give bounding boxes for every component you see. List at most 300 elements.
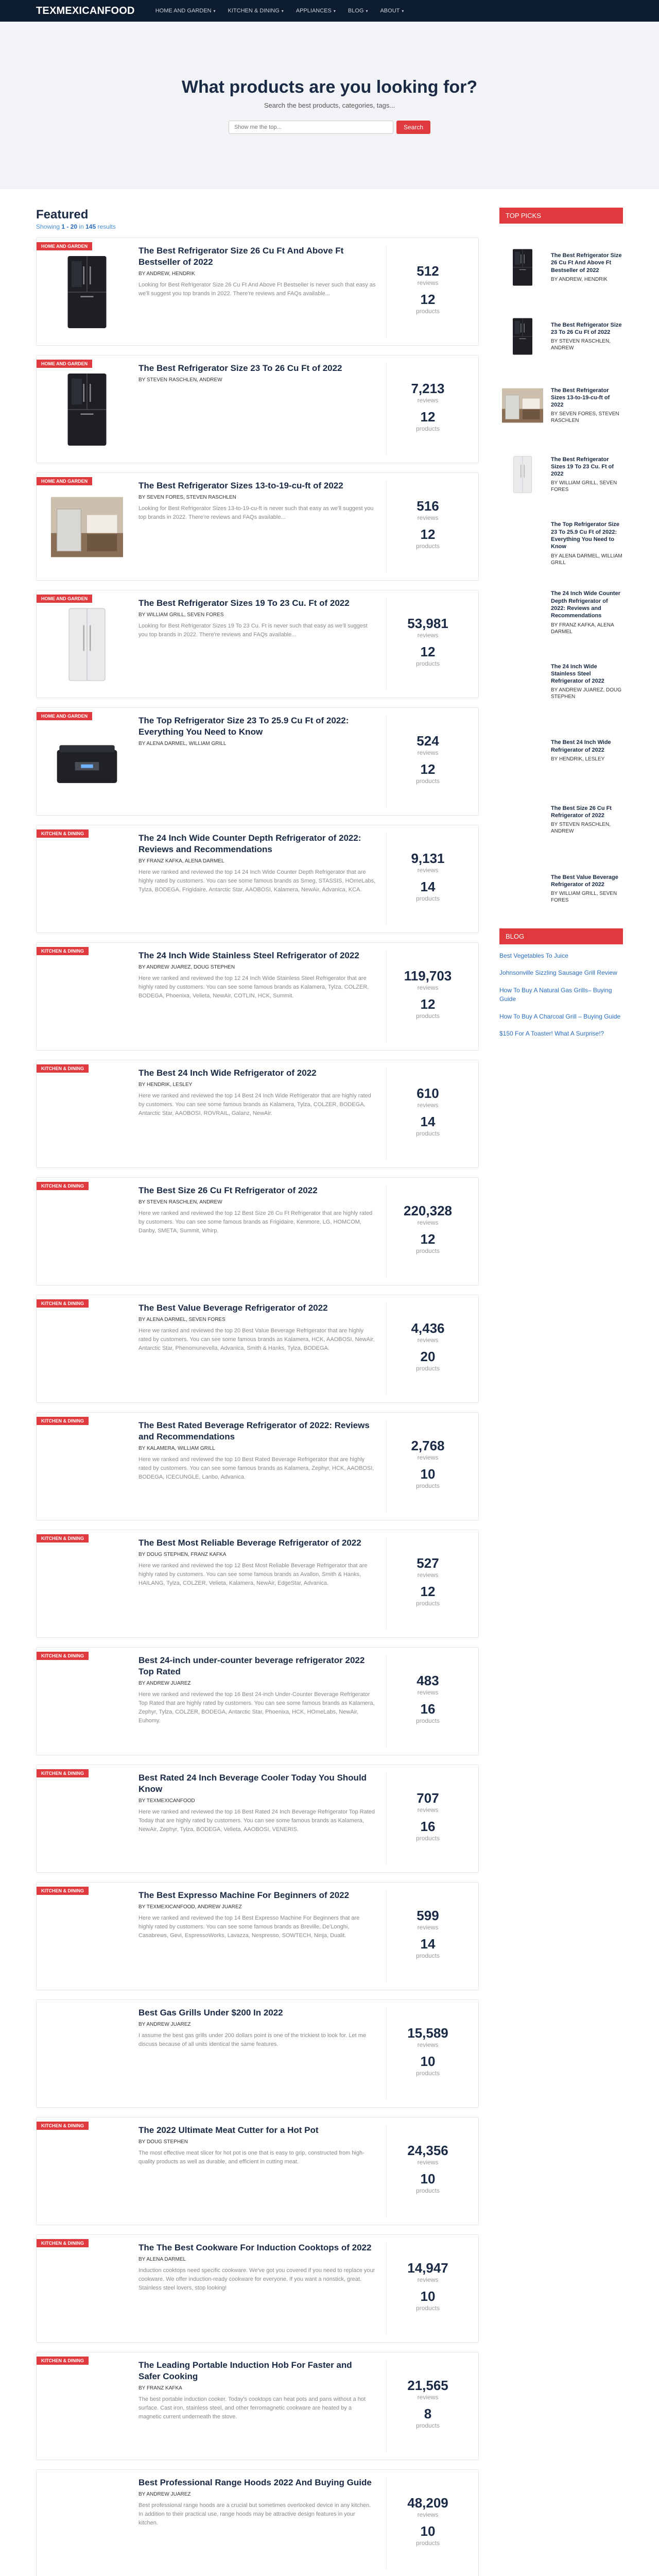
products-label: products <box>415 1247 440 1255</box>
card-description: Here we ranked and reviewed the top 16 Best Rated 24 Inch Beverage Refrigerator Top Rated Today that are highly rated by customers. You can see some famous brands as Kalamera, NewAir, Zephyr, Tylza, BODEGA, Velieta, AAOBOSI, VENERIS. <box>138 1809 375 1833</box>
product-count: 14 <box>420 1936 436 1952</box>
pick-title[interactable]: The Best Refrigerator Sizes 13-to-19-cu-ft of 2022 <box>551 387 610 409</box>
nav-label: HOME AND GARDEN <box>155 8 212 14</box>
featured-list <box>36 238 479 2576</box>
product-count: 12 <box>420 644 436 659</box>
product-thumbnail[interactable] <box>46 1775 128 1863</box>
product-thumbnail[interactable] <box>46 1540 128 1628</box>
products-label: products <box>415 660 440 667</box>
top-picks-list <box>499 233 623 923</box>
top-pick-item[interactable] <box>499 647 623 716</box>
product-thumbnail[interactable] <box>46 836 128 923</box>
card-title[interactable]: The Best Refrigerator Sizes 19 To 23 Cu. Ft of 2022 <box>138 598 350 608</box>
pick-title[interactable]: The Best Value Beverage Refrigerator of 2022 <box>551 874 618 888</box>
card-body <box>128 2477 387 2570</box>
product-count: 10 <box>420 1466 436 1482</box>
pick-thumbnail[interactable] <box>499 799 546 840</box>
product-card[interactable] <box>36 590 479 698</box>
card-title[interactable]: Best Rated 24 Inch Beverage Cooler Today You Should Know <box>138 1773 367 1794</box>
reviews-label: reviews <box>417 514 439 521</box>
pick-thumbnail[interactable] <box>499 523 546 564</box>
pick-text <box>551 663 623 701</box>
category-badge[interactable]: HOME AND GARDEN <box>37 242 92 250</box>
card-title[interactable]: Best Professional Range Hoods 2022 And Buying Guide <box>138 2478 372 2487</box>
products-label: products <box>415 2070 440 2077</box>
product-thumbnail[interactable] <box>46 718 128 806</box>
card-stats <box>387 245 469 338</box>
category-badge[interactable]: KITCHEN & DINING <box>37 1769 89 1777</box>
site-logo[interactable]: TEXMEXICANFOOD <box>36 5 135 16</box>
card-body <box>128 1537 387 1630</box>
card-description: Here we ranked and reviewed the top 14 Best 24 Inch Wide Refrigerator that are highly rated by customers. You can see some famous brands as Kalamera, Tylza, COLZER, BODEGA, Antarctic Star, AAOBOSI, ROVRAIL, Galanz, NewAir. <box>138 1093 371 1117</box>
product-thumbnail[interactable] <box>46 953 128 1041</box>
products-label: products <box>415 1835 440 1842</box>
products-label: products <box>415 425 440 432</box>
review-count: 119,703 <box>404 968 452 984</box>
reviews-label: reviews <box>417 1924 439 1931</box>
card-authors: BY TEXMEXICANFOOD <box>138 1798 195 1804</box>
card-body <box>128 245 387 338</box>
card-stats <box>387 1537 469 1630</box>
card-authors: BY WILLIAM GRILL, SEVEN FORES <box>138 612 224 618</box>
category-badge[interactable]: HOME AND GARDEN <box>37 712 92 720</box>
product-card[interactable] <box>36 1647 479 1755</box>
product-thumbnail[interactable] <box>46 601 128 688</box>
pick-text <box>551 252 623 283</box>
product-count: 12 <box>420 761 436 777</box>
product-thumbnail[interactable] <box>46 1893 128 1980</box>
reviews-label: reviews <box>417 1806 439 1814</box>
card-stats <box>387 480 469 573</box>
category-badge[interactable]: KITCHEN & DINING <box>37 829 89 838</box>
review-count: 516 <box>417 498 439 514</box>
product-thumbnail[interactable] <box>46 1658 128 1745</box>
nav-item-3[interactable] <box>348 8 368 14</box>
card-title[interactable]: The Best Rated Beverage Refrigerator of 2022: Reviews and Recommendations <box>138 1420 370 1442</box>
products-label: products <box>415 308 440 315</box>
card-body <box>128 363 387 455</box>
nav-item-1[interactable] <box>228 8 284 14</box>
card-body <box>128 1185 387 1278</box>
featured-column <box>36 208 479 2576</box>
pick-text <box>551 874 623 904</box>
reviews-label: reviews <box>417 2041 439 2048</box>
product-count: 12 <box>420 996 436 1012</box>
product-card[interactable] <box>36 355 479 463</box>
pick-thumbnail[interactable] <box>499 385 546 426</box>
reviews-label: reviews <box>417 1454 439 1461</box>
review-count: 9,131 <box>411 851 445 866</box>
pick-authors: BY WILLIAM GRILL, SEVEN FORES <box>551 480 617 493</box>
pick-authors: BY ANDREW JUAREZ, DOUG STEPHEN <box>551 687 622 700</box>
product-card[interactable] <box>36 1765 479 1873</box>
pick-thumbnail[interactable] <box>499 661 546 702</box>
blog-link[interactable]: How To Buy A Charcoal Grill – Buying Guide <box>499 1012 621 1020</box>
nav-label: ABOUT <box>380 8 400 14</box>
search-button[interactable]: Search <box>396 121 430 134</box>
product-card[interactable] <box>36 1060 479 1168</box>
review-count: 21,565 <box>407 2378 448 2393</box>
product-count: 10 <box>420 2523 436 2539</box>
search-input[interactable] <box>229 121 393 134</box>
card-title[interactable]: The Best 24 Inch Wide Refrigerator of 2022 <box>138 1068 317 1078</box>
main-content <box>0 208 659 2576</box>
card-stats <box>387 2125 469 2217</box>
pick-authors: BY STEVEN RASCHLEN, ANDREW <box>551 822 611 835</box>
card-authors: BY ALENA DARMEL, WILLIAM GRILL <box>138 741 227 747</box>
product-thumbnail[interactable] <box>46 2128 128 2215</box>
nav-label: APPLIANCES <box>296 8 332 14</box>
card-body <box>128 1890 387 1982</box>
reviews-label: reviews <box>417 2511 439 2518</box>
product-thumbnail[interactable] <box>46 2480 128 2568</box>
card-title[interactable]: The Best Refrigerator Size 26 Cu Ft And Above Ft Bestseller of 2022 <box>138 246 344 267</box>
card-title[interactable]: The Leading Portable Induction Hob For Faster and Safer Cooking <box>138 2360 352 2382</box>
review-count: 2,768 <box>411 1438 445 1453</box>
nav-label: BLOG <box>348 8 364 14</box>
products-label: products <box>415 1365 440 1372</box>
card-authors: BY FRANZ KAFKA <box>138 2385 182 2392</box>
pick-thumbnail[interactable] <box>499 730 546 771</box>
card-stats <box>387 950 469 1043</box>
card-authors: BY FRANZ KAFKA, ALENA DARMEL <box>138 858 224 865</box>
card-title[interactable]: The 24 Inch Wide Stainless Steel Refrigerator of 2022 <box>138 951 359 960</box>
product-thumbnail[interactable] <box>46 2010 128 2098</box>
product-card[interactable] <box>36 2234 479 2343</box>
card-stats <box>387 2007 469 2100</box>
card-body <box>128 950 387 1043</box>
product-thumbnail[interactable] <box>46 1306 128 1393</box>
pick-title[interactable]: The Best 24 Inch Wide Refrigerator of 2022 <box>551 739 611 753</box>
products-label: products <box>415 2422 440 2429</box>
review-count: 512 <box>417 263 439 279</box>
product-card[interactable] <box>36 1295 479 1403</box>
card-description: Here we ranked and reviewed the top 14 Best Expresso Machine For Beginners that are highly rated by customers. You can see some famous brands as Breville, De'Longhi, Casabrews, Gevi, EspressoWorks, Lavazza, Nespresso, SOWTECH, Ninja, Dualit. <box>138 1915 360 1939</box>
card-title[interactable]: The Best Expresso Machine For Beginners of 2022 <box>138 1890 350 1900</box>
card-body <box>128 2007 387 2100</box>
nav-item-0[interactable] <box>155 8 216 14</box>
product-count: 10 <box>420 2054 436 2069</box>
category-badge[interactable]: HOME AND GARDEN <box>37 477 92 485</box>
card-authors: BY SEVEN FORES, STEVEN RASCHLEN <box>138 495 236 501</box>
category-badge[interactable]: KITCHEN & DINING <box>37 947 89 955</box>
card-title[interactable]: Best Gas Grills Under $200 In 2022 <box>138 2008 283 2018</box>
card-description: Here we ranked and reviewed the top 12 Best Size 26 Cu Ft Refrigerator that are highly rated by customers. You can see some famous brands as Frigidaire, Kenmore, LG, HOMCOM, Danby, SMETA, Summit, Whirp. <box>138 1210 373 1234</box>
chevron-down-icon: ▾ <box>281 8 284 13</box>
card-stats <box>387 1655 469 1748</box>
card-stats <box>387 2242 469 2335</box>
reviews-label: reviews <box>417 1219 439 1226</box>
card-stats <box>387 1185 469 1278</box>
product-card[interactable] <box>36 1412 479 1520</box>
category-badge[interactable]: KITCHEN & DINING <box>37 2357 89 2365</box>
pick-title[interactable]: The Best Size 26 Cu Ft Refrigerator of 2022 <box>551 805 612 819</box>
card-authors: BY ANDREW JUAREZ <box>138 1681 191 1687</box>
products-label: products <box>415 1130 440 1137</box>
card-authors: BY STEVEN RASCHLEN, ANDREW <box>138 1199 222 1206</box>
pick-authors: BY FRANZ KAFKA, ALENA DARMEL <box>551 622 614 635</box>
product-card[interactable] <box>36 825 479 933</box>
product-card[interactable] <box>36 1177 479 1285</box>
pick-text <box>551 805 623 835</box>
card-body <box>128 1772 387 1865</box>
card-description: Here we ranked and reviewed the top 12 Best Most Reliable Beverage Refrigerator that are highly rated by customers. You can see some famous brands as Avallon, Smith & Hanks, HAILANG, Tylza, COLZER, Velieta, Kalamera, NewAir, EdgeStar, Advanica. <box>138 1563 368 1587</box>
card-authors: BY ALENA DARMEL <box>138 2257 186 2263</box>
reviews-label: reviews <box>417 1689 439 1696</box>
card-body <box>128 1067 387 1160</box>
pick-thumbnail[interactable] <box>499 454 546 495</box>
reviews-label: reviews <box>417 1571 439 1579</box>
category-badge[interactable]: HOME AND GARDEN <box>37 595 92 603</box>
top-pick-item[interactable] <box>499 233 623 302</box>
pick-thumbnail[interactable] <box>499 247 546 288</box>
card-authors: BY TEXMEXICANFOOD, ANDREW JUAREZ <box>138 1904 242 1910</box>
pick-thumbnail[interactable] <box>499 868 546 909</box>
product-thumbnail[interactable] <box>46 1423 128 1511</box>
card-stats <box>387 598 469 690</box>
product-card[interactable] <box>36 707 479 816</box>
products-label: products <box>415 2539 440 2547</box>
card-description: The best portable induction cooker. Today's cooktops can heat pots and pans without a hot surface. Cast iron, stainless steel, and other ferromagnetic cookware are heated by a magnetic current underneath the stove. <box>138 2396 366 2420</box>
card-body <box>128 833 387 925</box>
product-card[interactable] <box>36 238 479 346</box>
card-authors: BY ANDREW JUAREZ <box>138 2492 191 2498</box>
reviews-label: reviews <box>417 867 439 874</box>
card-body <box>128 1655 387 1748</box>
review-count: 610 <box>417 1086 439 1101</box>
card-title[interactable]: Best 24-inch under-counter beverage refrigerator 2022 Top Rated <box>138 1655 365 1677</box>
product-card[interactable] <box>36 942 479 1050</box>
card-stats <box>387 2360 469 2452</box>
card-authors: BY ALENA DARMEL, SEVEN FORES <box>138 1317 226 1323</box>
top-picks-header: TOP PICKS <box>499 208 623 224</box>
card-stats <box>387 1772 469 1865</box>
card-authors: BY KALAMERA, WILLIAM GRILL <box>138 1446 215 1452</box>
product-count: 8 <box>424 2406 432 2421</box>
chevron-down-icon: ▾ <box>333 8 336 13</box>
product-card[interactable] <box>36 1530 479 1638</box>
pick-title[interactable]: The Best Refrigerator Sizes 19 To 23 Cu. Ft of 2022 <box>551 456 614 478</box>
review-count: 220,328 <box>404 1203 452 1218</box>
pick-authors: BY ALENA DARMEL, WILLIAM GRILL <box>551 553 622 566</box>
category-badge[interactable]: KITCHEN & DINING <box>37 1417 89 1425</box>
card-stats <box>387 833 469 925</box>
product-card[interactable] <box>36 2352 479 2460</box>
nav-label: KITCHEN & DINING <box>228 8 280 14</box>
top-pick-item[interactable] <box>499 578 623 647</box>
card-title[interactable]: The 24 Inch Wide Counter Depth Refrigerator of 2022: Reviews and Recommendations <box>138 833 361 855</box>
products-label: products <box>415 2187 440 2194</box>
product-count: 16 <box>420 1701 436 1717</box>
pick-authors: BY SEVEN FORES, STEVEN RASCHLEN <box>551 411 619 424</box>
pick-text <box>551 321 623 352</box>
products-label: products <box>415 1600 440 1607</box>
nav-item-2[interactable] <box>296 8 336 14</box>
product-count: 14 <box>420 879 436 894</box>
product-count: 12 <box>420 292 436 307</box>
card-stats <box>387 715 469 808</box>
card-title[interactable]: The 2022 Ultimate Meat Cutter for a Hot Pot <box>138 2125 319 2135</box>
card-description: Here we ranked and reviewed the top 16 Best 24-inch Under-Counter Beverage Refrigerator Top Rated that are highly rated by customers. You can see some famous brands as Kalamera, Zephyr, Tylza, COLZER, BODEGA, Antarctic Star, Phoenixa, HCK, HOmeLabs, NewAir, Euhomy. <box>138 1691 375 1724</box>
reviews-label: reviews <box>417 984 439 991</box>
blog-header: BLOG <box>499 928 623 944</box>
reviews-label: reviews <box>417 279 439 286</box>
category-badge[interactable]: KITCHEN & DINING <box>37 2239 89 2247</box>
pick-title[interactable]: The 24 Inch Wide Counter Depth Refrigerator of 2022: Reviews and Recommendations <box>551 590 620 619</box>
product-thumbnail[interactable] <box>46 366 128 453</box>
card-description: Induction cooktops need specific cookware. We've got you covered if you need to replace your cookware. We offer induction-ready cookware for everyone. If you want a nonstick, great. Stainless steel lovers, stop looking! <box>138 2267 375 2292</box>
card-stats <box>387 1067 469 1160</box>
review-count: 15,589 <box>407 2025 448 2041</box>
card-description: Looking for Best Refrigerator Sizes 19 To 23 Cu. Ft is never such that easy as we'll suggest you top brands in 2022. There're reviews and FAQs available... <box>138 623 368 638</box>
products-label: products <box>415 1482 440 1489</box>
top-pick-item[interactable] <box>499 302 623 371</box>
review-count: 483 <box>417 1673 439 1688</box>
products-label: products <box>415 895 440 902</box>
pick-thumbnail[interactable] <box>499 592 546 633</box>
products-label: products <box>415 1012 440 1020</box>
pick-title[interactable]: The Top Refrigerator Size 23 To 25.9 Cu Ft of 2022: Everything You Need to Know <box>551 521 620 550</box>
category-badge[interactable]: KITCHEN & DINING <box>37 1064 89 1073</box>
nav-item-4[interactable] <box>380 8 404 14</box>
chevron-down-icon: ▾ <box>402 8 404 13</box>
reviews-label: reviews <box>417 2394 439 2401</box>
results-count: Showing 1 - 20 in 145 results <box>36 223 116 230</box>
review-count: 707 <box>417 1790 439 1806</box>
product-thumbnail[interactable] <box>46 1188 128 1276</box>
product-count: 12 <box>420 1584 436 1599</box>
pick-text <box>551 739 623 762</box>
pick-title[interactable]: The Best Refrigerator Size 26 Cu Ft And Above Ft Bestseller of 2022 <box>551 252 622 274</box>
blog-link[interactable]: $150 For A Toaster! What A Surprise!? <box>499 1029 604 1037</box>
product-thumbnail[interactable] <box>46 248 128 336</box>
blog-link[interactable]: How To Buy A Natural Gas Grills– Buying Guide <box>499 986 612 1003</box>
card-description: Looking for Best Refrigerator Sizes 13-to-19-cu-ft is never such that easy as we'll suggest you top brands in 2022. There're reviews and FAQs available... <box>138 505 374 521</box>
product-thumbnail[interactable] <box>46 2363 128 2450</box>
product-card[interactable] <box>36 2117 479 2225</box>
pick-authors: BY HENDRIK, LESLEY <box>551 756 605 762</box>
product-count: 12 <box>420 527 436 542</box>
card-stats <box>387 363 469 455</box>
featured-title: Featured <box>36 208 89 222</box>
card-authors: BY ANDREW JUAREZ <box>138 2022 191 2028</box>
category-badge[interactable]: KITCHEN & DINING <box>37 1887 89 1895</box>
category-badge[interactable]: KITCHEN & DINING <box>37 1534 89 1543</box>
products-label: products <box>415 1717 440 1724</box>
top-pick-item[interactable] <box>499 716 623 785</box>
product-count: 16 <box>420 1819 436 1834</box>
category-badge[interactable]: KITCHEN & DINING <box>37 1652 89 1660</box>
search-form <box>229 121 430 134</box>
pick-title[interactable]: The 24 Inch Wide Stainless Steel Refrigerator of 2022 <box>551 663 604 685</box>
product-count: 12 <box>420 1231 436 1247</box>
card-body <box>128 598 387 690</box>
chevron-down-icon: ▾ <box>213 8 216 13</box>
card-title[interactable]: The Best Most Reliable Beverage Refrigerator of 2022 <box>138 1538 361 1548</box>
products-label: products <box>415 2304 440 2312</box>
card-body <box>128 480 387 573</box>
category-badge[interactable]: KITCHEN & DINING <box>37 1182 89 1190</box>
pick-authors: BY STEVEN RASCHLEN, ANDREW <box>551 338 611 351</box>
card-title[interactable]: The Best Value Beverage Refrigerator of 2022 <box>138 1303 328 1313</box>
card-stats <box>387 1420 469 1513</box>
blog-link[interactable]: Johnsonville Sizzling Sausage Grill Review <box>499 969 617 977</box>
card-body <box>128 2125 387 2217</box>
top-navbar <box>0 0 659 22</box>
product-count: 20 <box>420 1349 436 1364</box>
card-authors: BY STEVEN RASCHLEN, ANDREW <box>138 377 222 383</box>
top-pick-item[interactable] <box>499 371 623 440</box>
card-authors: BY ANDREW, HENDRIK <box>138 271 195 277</box>
category-badge[interactable]: KITCHEN & DINING <box>37 2122 89 2130</box>
top-pick-item[interactable] <box>499 440 623 509</box>
product-count: 14 <box>420 1114 436 1129</box>
review-count: 7,213 <box>411 381 445 396</box>
card-description: Here we ranked and reviewed the top 10 Best Rated Beverage Refrigerator that are highly rated by customers. You can see some famous brands as Kalamera, Zephyr, HCK, AAOBOSI, BODEGA, ICECUNGLE, Lanbo, Advanica. <box>138 1456 374 1481</box>
product-thumbnail[interactable] <box>46 1071 128 1158</box>
top-pick-item[interactable] <box>499 785 623 854</box>
reviews-label: reviews <box>417 1336 439 1344</box>
card-body <box>128 1302 387 1395</box>
pick-thumbnail[interactable] <box>499 316 546 357</box>
card-title[interactable]: The Best Size 26 Cu Ft Refrigerator of 2022 <box>138 1185 318 1195</box>
product-card[interactable] <box>36 472 479 581</box>
card-body <box>128 2360 387 2452</box>
card-description: Here we ranked and reviewed the top 14 24 Inch Wide Counter Depth Refrigerator that are highly rated by customers. You can see some famous brands as Smeg, STASSIS, HOmeLabs, Tylza, BODEGA, Frigidaire, Antarctic Star, AAOBOSI, Kalamera, NewAir, Advanica, KCA. <box>138 869 376 893</box>
product-card[interactable] <box>36 2469 479 2576</box>
reviews-label: reviews <box>417 2276 439 2283</box>
pick-title[interactable]: The Best Refrigerator Size 23 To 26 Cu Ft of 2022 <box>551 321 622 335</box>
blog-link[interactable]: Best Vegetables To Juice <box>499 952 568 959</box>
review-count: 14,947 <box>407 2260 448 2276</box>
category-badge[interactable]: HOME AND GARDEN <box>37 360 92 368</box>
review-count: 524 <box>417 733 439 749</box>
review-count: 527 <box>417 1555 439 1571</box>
review-count: 48,209 <box>407 2495 448 2511</box>
card-title[interactable]: The Best Refrigerator Size 23 To 26 Cu Ft of 2022 <box>138 363 342 373</box>
review-count: 4,436 <box>411 1320 445 1336</box>
top-pick-item[interactable] <box>499 509 623 578</box>
card-title[interactable]: The The Best Cookware For Induction Cooktops of 2022 <box>138 2243 372 2252</box>
product-card[interactable] <box>36 1999 479 2108</box>
products-label: products <box>415 543 440 550</box>
category-badge[interactable]: KITCHEN & DINING <box>37 1299 89 1308</box>
card-description: Here we ranked and reviewed the top 12 24 Inch Wide Stainless Steel Refrigerator that are highly rated by customers. You can see some famous brands as Kalamera, Tylza, COLZER, BODEGA, Phoenixa, Velieta, NewAir, COTLIN, HCK, Summit. <box>138 975 369 999</box>
card-description: The most effective meat slicer for hot pot is one that is easy to grip, constructed from high-quality products as well as durable, and efficient in cutting meat. <box>138 2150 365 2165</box>
pick-text <box>551 387 623 425</box>
card-title[interactable]: The Top Refrigerator Size 23 To 25.9 Cu Ft of 2022: Everything You Need to Know <box>138 716 349 737</box>
reviews-label: reviews <box>417 397 439 404</box>
card-description: Here we ranked and reviewed the top 20 Best Value Beverage Refrigerator that are highly rated by customers. You can see some famous brands as Kalamera, HCK, AAOBOSI, NewAir, Antarctic Star, Phenomunevella, Advanica, Smith & Hanks, Tylza, BODEGA. <box>138 1328 375 1352</box>
card-authors: BY ANDREW JUAREZ, DOUG STEPHEN <box>138 964 235 971</box>
product-card[interactable] <box>36 1882 479 1990</box>
product-thumbnail[interactable] <box>46 2245 128 2333</box>
reviews-label: reviews <box>417 632 439 639</box>
card-body <box>128 715 387 808</box>
card-body <box>128 1420 387 1513</box>
product-thumbnail[interactable] <box>46 483 128 571</box>
top-pick-item[interactable] <box>499 854 623 923</box>
reviews-label: reviews <box>417 2159 439 2166</box>
card-title[interactable]: The Best Refrigerator Sizes 13-to-19-cu-ft of 2022 <box>138 481 343 490</box>
review-count: 53,981 <box>407 616 448 631</box>
card-authors: BY DOUG STEPHEN <box>138 2139 188 2145</box>
card-stats <box>387 1302 469 1395</box>
pick-text <box>551 456 623 494</box>
blog-list <box>499 947 623 1042</box>
reviews-label: reviews <box>417 749 439 756</box>
products-label: products <box>415 1952 440 1959</box>
